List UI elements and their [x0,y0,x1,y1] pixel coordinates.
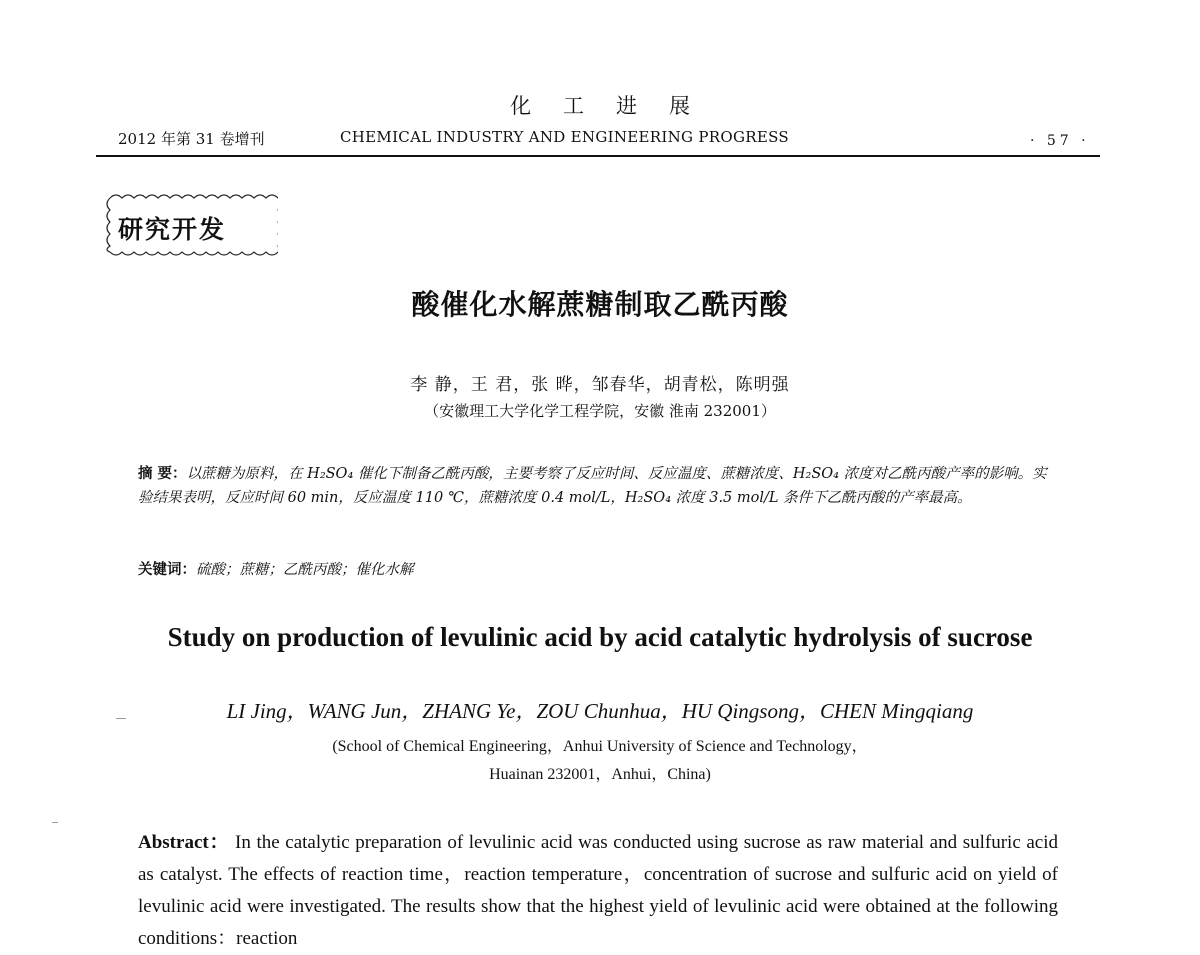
abstract-label-cn: 摘 要： [138,466,187,482]
abstract-label-en: Abstract： [138,832,230,853]
abstract-cn [138,462,1058,510]
abstract-text-en: In the catalytic preparation of levulinic acid was conducted using sucrose as raw material and sulfuric acid as catalyst. The effects of reaction time，reaction temperature，concentration of sucrose and sulfuric acid on yield of levulinic acid were investigated. The results show that the highest yield of levulinic acid were obtained at the following conditions：reaction [138,832,1059,949]
affiliation-en [0,733,1200,789]
affiliation-cn: （安徽理工大学化学工程学院，安徽 淮南 232001） [424,402,776,420]
keywords-text-cn: 硫酸；蔗糖；乙酰丙酸；催化水解 [196,562,414,578]
affiliation-en-line1: (School of Chemical Engineering，Anhui University of Science and Technology， [332,738,868,755]
authors-cn: 李 静，王 君，张 晔，邹春华，胡青松，陈明强 [410,375,790,395]
paper-title-en: Study on production of levulinic acid by acid catalytic hydrolysis of sucrose [167,622,1033,652]
abstract-text-cn: 以蔗糖为原料，在 H₂SO₄ 催化下制备乙酰丙酸，主要考察了反应时间、反应温度、蔗糖浓度、H₂SO₄ 浓度对乙酰丙酸产率的影响。实验结果表明，反应时间 60 min，反应温度 110 ℃，蔗糖浓度 0.4 mol/L，H₂SO₄ 浓度 3.5 mol/L 条件下乙酰丙酸的产率最高。 [138,466,1047,506]
keywords-label-cn: 关键词： [138,562,196,578]
keywords-cn [138,558,1058,579]
issue-info: 2012 年第 31 卷增刊 [118,130,265,148]
paper-title-cn: 酸催化水解蔗糖制取乙酰丙酸 [411,288,789,321]
margin-mark [116,718,126,719]
abstract-en [138,827,1058,955]
authors-en: LI Jing，WANG Jun，ZHANG Ye，ZOU Chunhua，HU Qingsong，CHEN Mingqiang [226,699,974,723]
header-rule [96,155,1100,157]
affiliation-en-line2: Huainan 232001，Anhui，China) [489,766,711,783]
column-label: 研究开发 [118,215,227,244]
journal-title-cn: 化工进展 [510,94,722,118]
margin-mark [52,822,58,823]
page-number: · 57 · [1030,133,1090,149]
journal-title-en: CHEMICAL INDUSTRY AND ENGINEERING PROGRESS [340,128,789,146]
